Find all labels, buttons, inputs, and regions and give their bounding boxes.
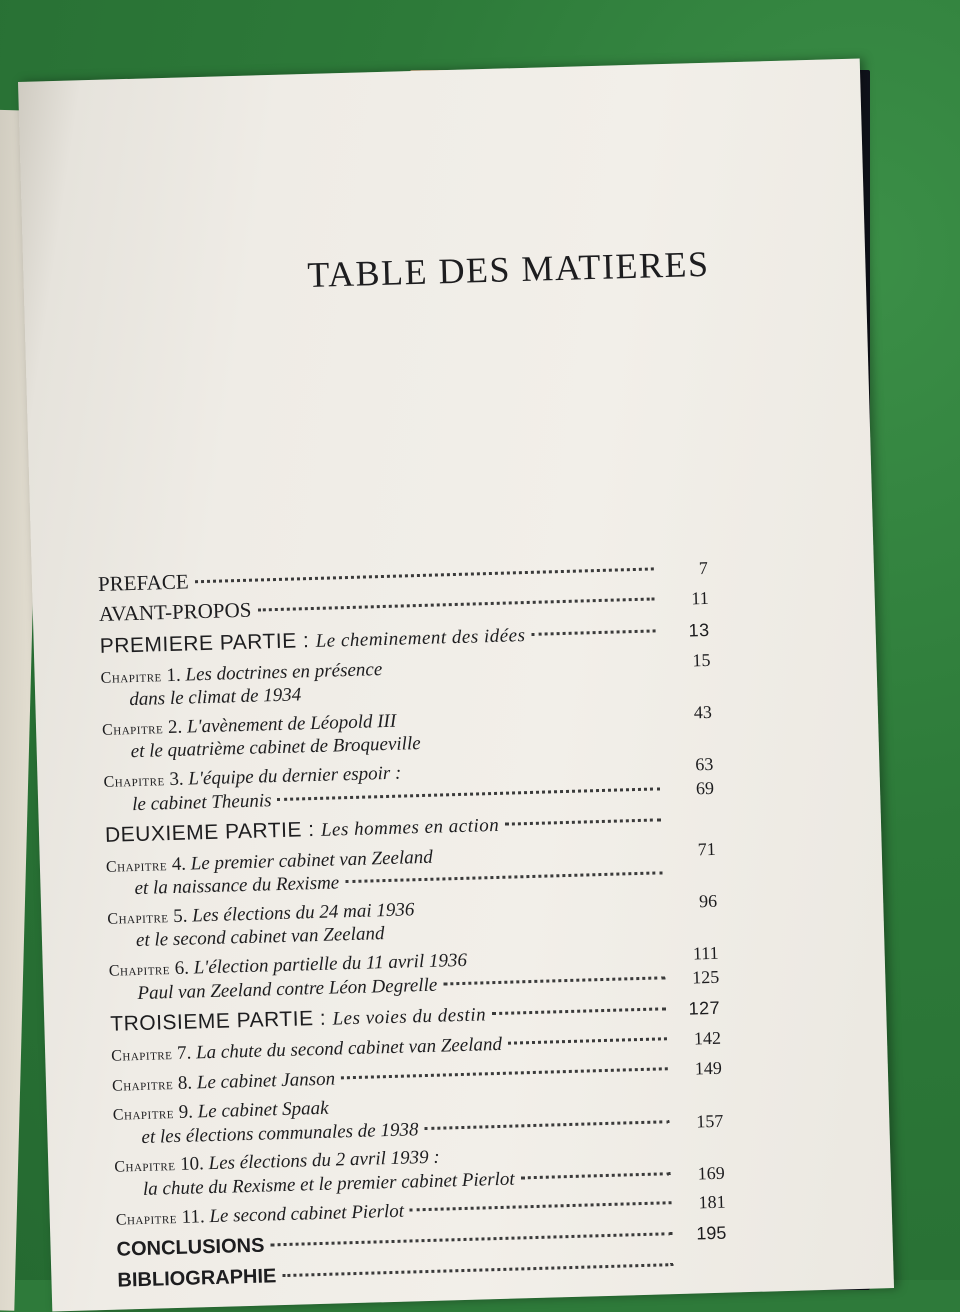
leader-dots xyxy=(443,976,665,985)
toc-chapter-4-cont: et la naissance du Rexisme xyxy=(106,862,716,901)
toc-entry-bibliographie: BIBLIOGRAPHIE xyxy=(117,1252,727,1294)
toc-part-1: PREMIERE PARTIE : Le cheminement des idées 13 xyxy=(99,619,710,658)
toc-chapter-6: Chapitre 6. L'élection partielle du 11 avril 1936 111 xyxy=(108,942,719,980)
toc-entry-conclusions: CONCLUSIONS 195 xyxy=(116,1222,727,1261)
leader-dots xyxy=(345,871,662,883)
leader-dots xyxy=(531,629,655,635)
toc-chapter-9: Chapitre 9. Le cabinet Spaak xyxy=(112,1097,329,1124)
leader-dots xyxy=(282,1263,673,1277)
toc-chapter-1-cont: dans le climat de 1934 xyxy=(128,684,302,711)
toc-chapter-10: Chapitre 10. Les élections du 2 avril 1939 : xyxy=(114,1146,440,1176)
leader-dots xyxy=(270,1232,672,1246)
leader-dots xyxy=(277,787,660,801)
toc-chapter-2: Chapitre 2. L'avènement de Léopold III 43 xyxy=(101,701,713,739)
toc-chapter-10-cont: la chute du Rexisme et le premier cabinet Pierlot 169 xyxy=(142,1162,726,1200)
toc-entry-avant-propos: AVANT-PROPOS 11 xyxy=(98,587,709,626)
leader-dots xyxy=(410,1201,672,1211)
toc-chapter-3-cont: le cabinet Theunis 69 xyxy=(131,777,715,816)
leader-dots xyxy=(508,1037,667,1044)
leader-dots xyxy=(505,818,661,825)
toc-part-2: DEUXIEME PARTIE : Les hommes en action xyxy=(105,806,715,849)
page-title: TABLE DES MATIERES xyxy=(306,243,710,295)
toc-chapter-5-cont: et le second cabinet van Zeeland xyxy=(135,923,385,952)
toc-chapter-4: Chapitre 4. Le premier cabinet van Zeeland 71 xyxy=(105,838,716,876)
toc-entry-preface: PREFACE 7 xyxy=(97,557,709,596)
toc-chapter-3: Chapitre 3. L'équipe du dernier espoir : 63 xyxy=(103,753,714,791)
leader-dots xyxy=(341,1067,668,1079)
toc-chapter-2-cont: et le quatrième cabinet de Broqueville xyxy=(130,733,421,763)
toc-chapter-1: Chapitre 1. Les doctrines en présence 15 xyxy=(100,649,711,687)
leader-dots xyxy=(424,1120,669,1130)
toc-chapter-11: Chapitre 11. Le second cabinet Pierlot 181 xyxy=(115,1191,726,1229)
leader-dots xyxy=(521,1172,671,1179)
leader-dots xyxy=(492,1007,666,1015)
book-page xyxy=(18,58,894,1311)
toc-chapter-5: Chapitre 5. Les élections du 24 mai 1936 96 xyxy=(107,890,718,928)
toc-chapter-9-cont: et les élections communales de 1938 157 xyxy=(141,1110,724,1148)
leader-dots xyxy=(195,567,654,583)
toc-chapter-6-cont: Paul van Zeeland contre Léon Degrelle 125 xyxy=(137,966,720,1005)
toc-part-3: TROISIEME PARTIE : Les voies du destin 127 xyxy=(110,997,721,1036)
table-of-contents xyxy=(98,555,728,1294)
toc-chapter-8: Chapitre 8. Le cabinet Janson 149 xyxy=(111,1057,723,1095)
leader-dots xyxy=(257,597,654,611)
toc-chapter-7: Chapitre 7. La chute du second cabinet van Zeeland 142 xyxy=(111,1027,722,1065)
